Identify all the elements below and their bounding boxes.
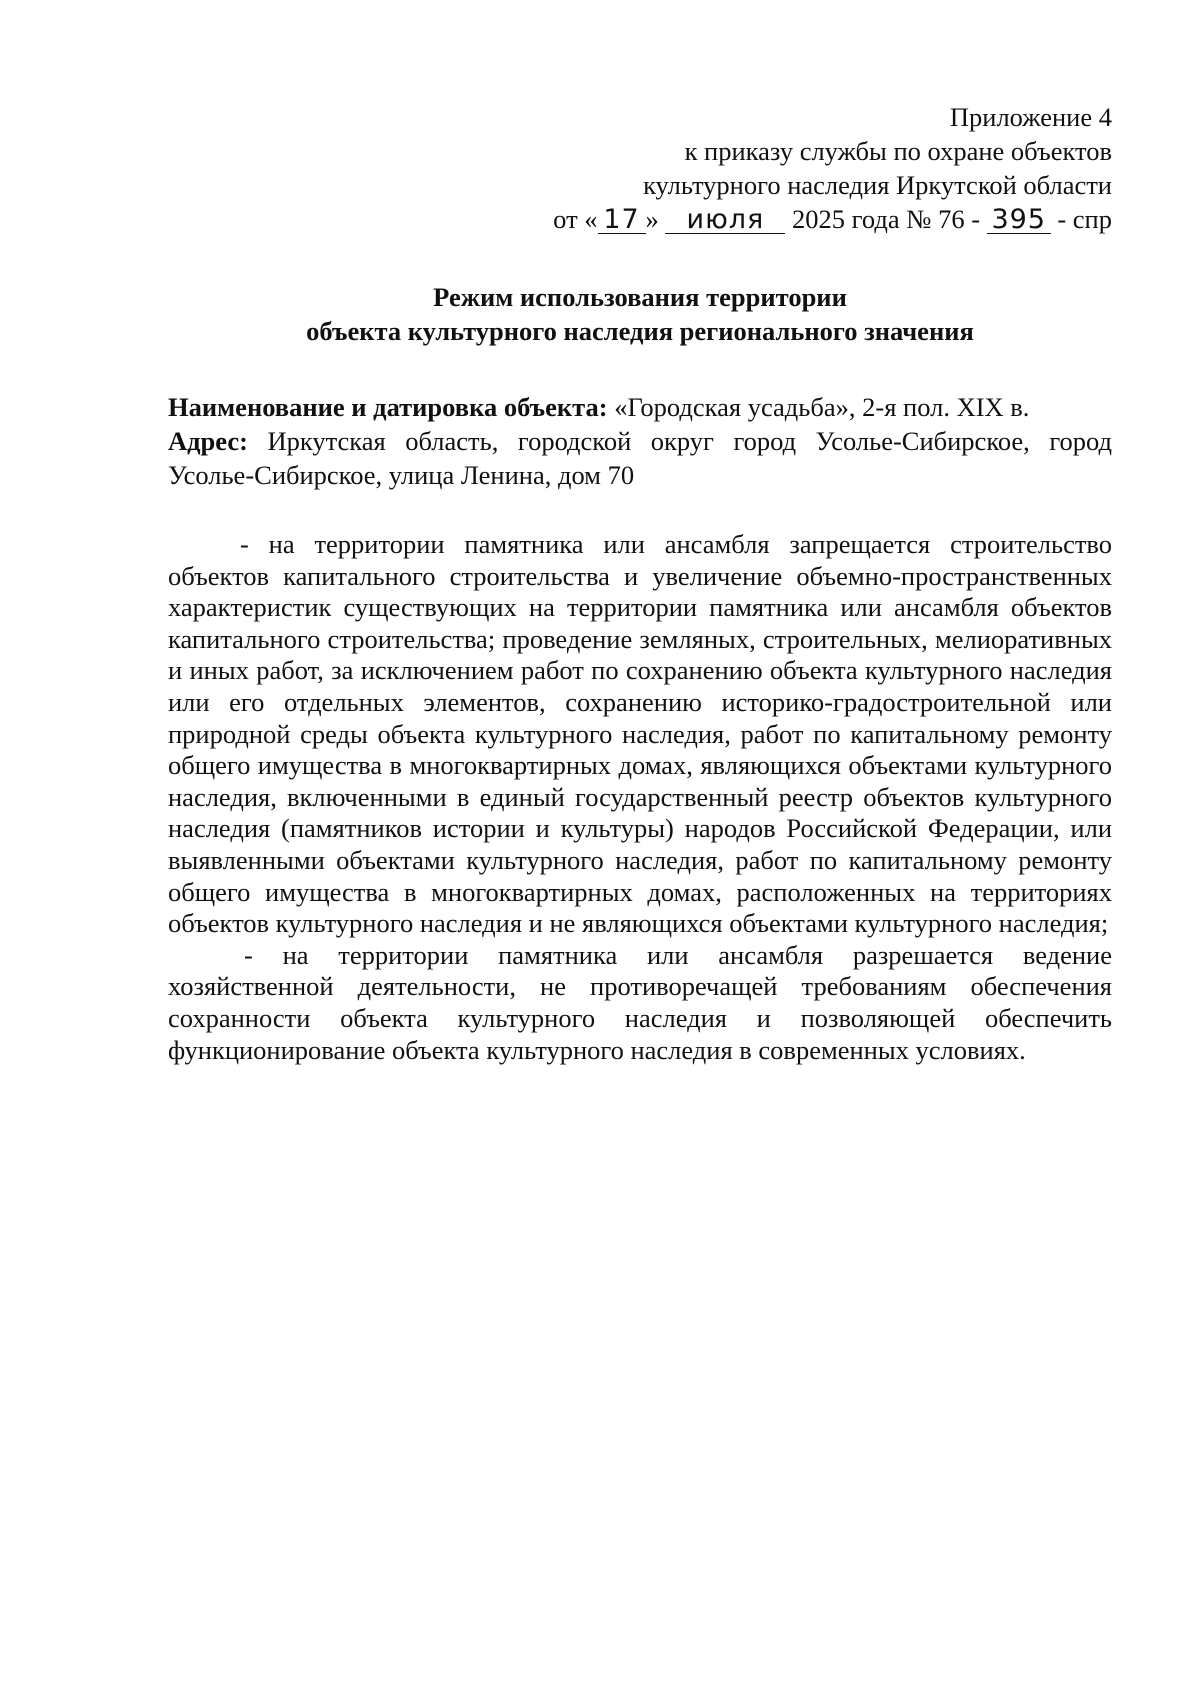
order-date-line [168, 202, 1112, 236]
object-name-label: Наименование и датировка объекта: [168, 392, 608, 422]
paragraph-permissions: - на территории памятника или ансамбля разрешается ведение хозяйственной деятельности, не противоречащей требованиям обеспечения сохранности объекта культурного наследия и позволяющей обеспечить функционирование объекта культурного наследия в современных условиях. [168, 939, 1112, 1065]
address-label: Адрес: [168, 426, 248, 456]
year-and-prefix: 2025 года № 76 - [792, 204, 981, 234]
object-name-row [168, 390, 1112, 424]
document-title [168, 280, 1112, 348]
object-name-value: «Городская усадьба», 2-я пол. XIX в. [614, 392, 1030, 422]
title-line-1: Режим использования территории [433, 282, 847, 312]
date-prefix: от « [553, 204, 598, 234]
order-reference: к приказу службы по охране объектов [684, 136, 1112, 166]
object-info [168, 390, 1112, 492]
handwritten-day: 17 [598, 207, 646, 234]
title-line-2: объекта культурного наследия регионального значения [306, 316, 974, 346]
address-value: Иркутская область, городской округ город Усолье-Сибирское, город Усолье-Сибирское, улица Ленина, дом 70 [168, 426, 1113, 490]
appendix-header [168, 100, 1112, 236]
object-address-row [168, 424, 1112, 492]
document-page [168, 100, 1112, 1066]
handwritten-month: июля [665, 207, 785, 234]
order-suffix: - спр [1057, 204, 1112, 234]
issuing-authority: культурного наследия Иркутской области [643, 170, 1112, 200]
usage-regime-text [168, 529, 1112, 1066]
quote-close: » [645, 204, 659, 234]
handwritten-order-number: 395 [987, 207, 1051, 234]
appendix-number: Приложение 4 [949, 102, 1112, 132]
paragraph-prohibitions: - на территории памятника или ансамбля запрещается строительство объектов капитального строительства и увеличение объемно-пространственных характеристик существующих на территории памятника или ансамбля объектов капитального строительства; проведение земляных, строительных, мелиоративных и иных работ, за исключением работ по сохранению объекта культурного наследия или его отдельных элементов, сохранению историко-градостроительной или природной среды объекта культурного наследия, работ по капитальному ремонту общего имущества в многоквартирных домах, являющихся объектами культурного наследия, включенными в единый государственный реестр объектов культурного наследия (памятников истории и культуры) народов Российской Федерации, или выявленными объектами культурного наследия, работ по капитальному ремонту общего имущества в многоквартирных домах, расположенных на территориях объектов культурного наследия и не являющихся объектами культурного наследия; [168, 529, 1112, 939]
